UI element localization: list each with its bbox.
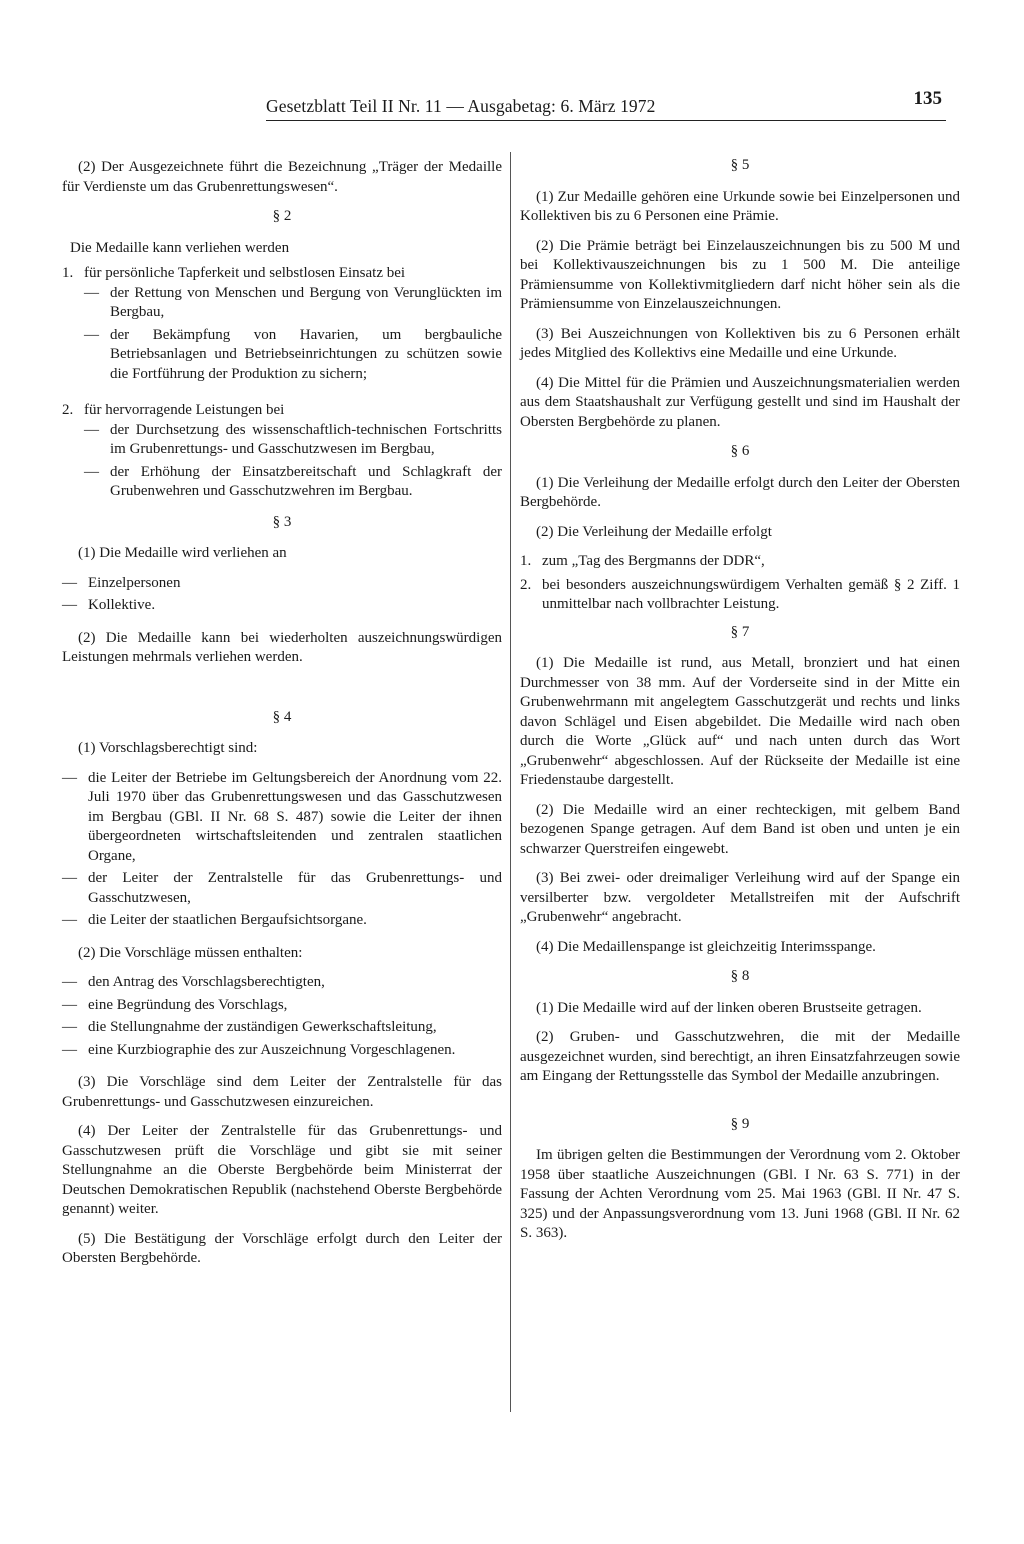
page-number: 135 [913, 88, 942, 109]
section-heading-7: § 7 [730, 623, 750, 640]
paragraph: (5) Die Bestätigung der Vorschläge erfolgt durch den Leiter der Obersten Bergbehörde. [62, 1230, 502, 1266]
left-column [62, 158, 502, 1279]
dash-marker: — [62, 574, 77, 591]
item-text: für persönliche Tapferkeit und selbstlosen Einsatz bei [84, 265, 406, 281]
dash-marker: — [62, 1041, 77, 1058]
item-number: 2. [520, 576, 532, 593]
section-heading-9: § 9 [730, 1115, 750, 1132]
numbered-item [62, 401, 502, 505]
section-heading-8: § 8 [730, 968, 750, 984]
paragraph: (2) Die Prämie beträgt bei Einzelauszeichnungen bis zu 500 M und bei Kollektivauszeichnungen bis zu 1 500 M. Die anteilige Prämiensumme von Kollektivmitgliedern darf nicht höher sein als die Prämiensumme von Einzelauszeichnungen. [520, 237, 960, 312]
paragraph: (4) Die Mittel für die Prämien und Auszeichnungsmaterialien werden aus dem Staatshaushalt zur Verfügung gestellt und sind im Haushalt der Obersten Bergbehörde zu planen. [520, 374, 960, 430]
item-text: bei besonders auszeichnungswürdigem Verhalten gemäß § 2 Ziff. 1 unmittelbar nach vollbrachter Leistung. [542, 576, 960, 612]
dash-marker: — [84, 326, 99, 343]
dash-text: der Durchsetzung des wissenschaftlich-technischen Fortschritts im Grubenrettungs- und Gasschutzwesen im Bergbau, [110, 421, 502, 457]
section-heading-2: § 2 [272, 208, 292, 224]
paragraph: (3) Die Vorschläge sind dem Leiter der Zentralstelle für das Grubenrettungs- und Gasschutzwesen einzureichen. [62, 1074, 502, 1110]
paragraph: (2) Der Ausgezeichnete führt die Bezeichnung „Träger der Medaille für Verdienste um das Grubenrettungswesen“. [62, 159, 502, 195]
page-header [266, 90, 946, 124]
column-divider [510, 152, 511, 1412]
section-heading-5: § 5 [730, 157, 750, 173]
paragraph: (3) Bei zwei- oder dreimaliger Verleihung wird auf der Spange ein versilberter bzw. vergoldeter Metallstreifen mit der Aufschrift „Grubenwehr“ angebracht. [520, 870, 960, 925]
dash-item [62, 769, 502, 867]
dash-text: den Antrag des Vorschlagsberechtigten, [88, 974, 325, 990]
paragraph: (1) Die Medaille ist rund, aus Metall, bronziert und hat einen Durchmesser von 38 mm. Auf der Vorderseite sind in der Mitte ein Grubenwehrmann mit angelegtem Gasschutzgerät und rechts und links davon Schlägel und Eisen abgebildet. Die Medaille wird nach oben durch die Worte „Glück auf“ und nach unten durch das Wort „Grubenwehr“ abgeschlossen. Auf der Rückseite der Medaille ist eine Friedenstaube dargestellt. [520, 655, 960, 788]
dash-text: der Bekämpfung von Havarien, um bergbauliche Betriebsanlagen und Betriebseinrichtungen zu schützen sowie die Fortführung der Produktion zu sichern; [110, 326, 502, 382]
dash-item [62, 996, 502, 1016]
dash-marker: — [62, 769, 77, 786]
dash-text: eine Kurzbiographie des zur Auszeichnung Vorgeschlagenen. [88, 1041, 456, 1058]
dash-text: der Leiter der Zentralstelle für das Grubenrettungs- und Gasschutzwesen, [88, 870, 502, 906]
dash-text: Einzelpersonen [88, 574, 181, 591]
dash-text: die Stellungnahme der zuständigen Gewerkschaftsleitung, [88, 1019, 437, 1035]
paragraph: (2) Die Medaille kann bei wiederholten auszeichnungswürdigen Leistungen mehrmals verliehen werden. [62, 629, 502, 665]
dash-marker: — [84, 284, 99, 301]
dash-marker: — [62, 597, 77, 613]
paragraph: Im übrigen gelten die Bestimmungen der Verordnung vom 2. Oktober 1958 über staatliche Auszeichnungen (GBl. I Nr. 63 S. 771) in der Fassung der Achten Verordnung vom 25. Mai 1963 (GBl. II Nr. 47 S. 325) und der Anpassungsverordnung vom 13. Juni 1968 (GBl. II Nr. 62 S. 363). [520, 1147, 960, 1241]
dash-item [84, 326, 502, 385]
dash-marker: — [62, 912, 77, 928]
paragraph: (2) Die Medaille wird an einer rechteckigen, mit gelbem Band bezogenen Spange getragen. Auf dem Band ist oben und unten je ein schwarzer Querstreifen eingewebt. [520, 801, 960, 857]
item-text: für hervorragende Leistungen bei [84, 402, 285, 418]
dash-marker: — [62, 1019, 77, 1035]
dash-item [84, 284, 502, 323]
paragraph: (1) Vorschlagsberechtigt sind: [78, 740, 258, 756]
item-text: zum „Tag des Bergmanns der DDR“, [542, 553, 765, 569]
gazette-title: Gesetzblatt Teil II Nr. 11 — Ausgabetag: 6. März 1972 [266, 96, 656, 116]
paragraph: (2) Gruben- und Gasschutzwehren, die mit der Medaille ausgezeichnet wurden, sind berechtigt, an ihren Einsatzfahrzeugen sowie am Eingang der Rettungsstelle das Symbol der Medaille anzubringen. [520, 1029, 960, 1084]
dash-text: die Leiter der Betriebe im Geltungsbereich der Anordnung vom 22. Juli 1970 über das Grubenrettungswesen und das Gasschutzwesen im Bergbau (GBl. II Nr. 68 S. 487) sowie die Leiter der ihnen übergeordneten wirtschaftsleitenden und zentralen staatlichen Organe, [88, 769, 502, 864]
paragraph: (1) Die Verleihung der Medaille erfolgt durch den Leiter der Obersten Bergbehörde. [520, 474, 960, 510]
dash-item [62, 869, 502, 908]
numbered-item [62, 264, 502, 387]
item-number: 1. [62, 265, 74, 281]
numbered-item [520, 576, 960, 615]
dash-marker: — [62, 996, 77, 1013]
paragraph: (2) Die Verleihung der Medaille erfolgt [536, 523, 772, 540]
paragraph: (1) Zur Medaille gehören eine Urkunde sowie bei Einzelpersonen und Kollektiven bis zu 6 Personen eine Prämie. [520, 188, 960, 224]
dash-item [62, 911, 502, 931]
paragraph: (4) Der Leiter der Zentralstelle für das Grubenrettungs- und Gasschutzwesen prüft die Vorschläge und gibt sie mit seiner Stellungnahme an die Oberste Bergbehörde beim Ministerrat der Deutschen Demokratischen Republik (nachstehend Oberste Bergbehörde genannt) weiter. [62, 1123, 502, 1217]
dash-marker: — [84, 421, 99, 438]
dash-item [84, 463, 502, 502]
dash-text: die Leiter der staatlichen Bergaufsichtsorgane. [88, 912, 367, 928]
dash-marker: — [62, 870, 77, 886]
dash-item [62, 1018, 502, 1038]
item-number: 2. [62, 402, 74, 418]
paragraph: (1) Die Medaille wird auf der linken oberen Brustseite getragen. [536, 999, 922, 1016]
dash-item [62, 596, 502, 616]
dash-marker: — [62, 974, 77, 990]
item-number: 1. [520, 553, 532, 569]
section-heading-4: § 4 [272, 708, 292, 725]
dash-text: der Erhöhung der Einsatzbereitschaft und Schlagkraft der Grubenwehren und Gasschutzwehren im Bergbau. [110, 463, 502, 499]
numbered-item [520, 552, 960, 572]
dash-item [62, 973, 502, 993]
dash-item [62, 1041, 502, 1061]
paragraph: (3) Bei Auszeichnungen von Kollektiven bis zu 6 Personen erhält jedes Mitglied des Kollektivs eine Medaille und eine Urkunde. [520, 325, 960, 361]
section-heading-3: § 3 [272, 513, 292, 530]
dash-text: eine Begründung des Vorschlags, [88, 996, 288, 1013]
paragraph: (2) Die Vorschläge müssen enthalten: [78, 944, 303, 961]
dash-text: der Rettung von Menschen und Bergung von Verunglückten im Bergbau, [110, 284, 502, 320]
right-column [520, 148, 960, 1254]
paragraph: (1) Die Medaille wird verliehen an [78, 545, 287, 561]
dash-item [84, 421, 502, 460]
dash-text: Kollektive. [88, 597, 156, 613]
dash-marker: — [84, 463, 99, 480]
dash-item [62, 574, 502, 594]
paragraph: (4) Die Medaillenspange ist gleichzeitig Interimsspange. [536, 938, 876, 955]
section-heading-6: § 6 [730, 443, 750, 459]
paragraph: Die Medaille kann verliehen werden [70, 239, 290, 256]
header-rule [266, 120, 946, 121]
